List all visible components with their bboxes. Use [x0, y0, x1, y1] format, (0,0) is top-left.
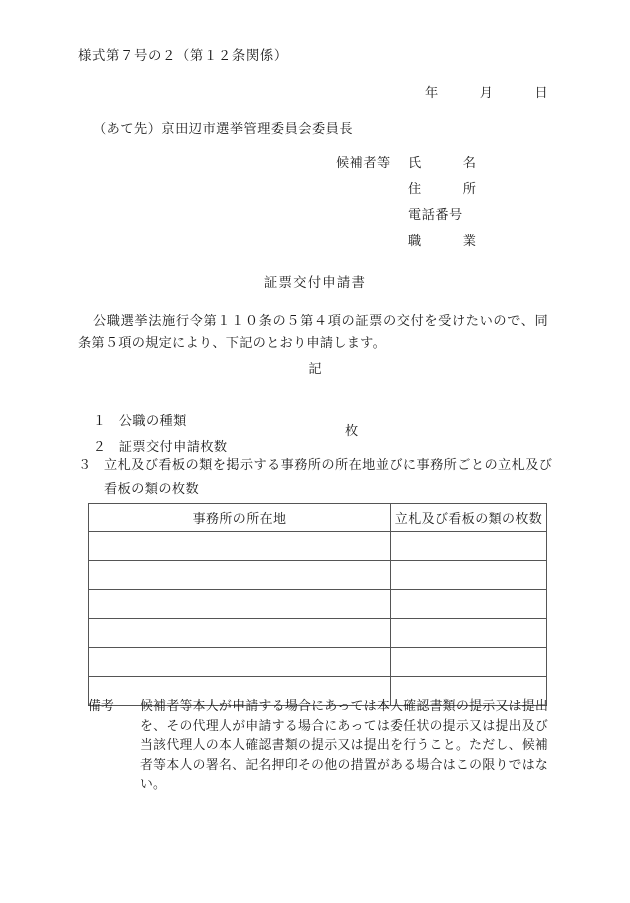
- table-cell-sign-count[interactable]: [391, 590, 547, 619]
- table-row: [89, 648, 547, 677]
- candidate-phone-label: 電話番号: [408, 207, 463, 222]
- remarks-section: [88, 697, 548, 795]
- candidate-prefix-label: 候補者等: [336, 155, 391, 170]
- table-cell-office-location[interactable]: [89, 561, 391, 590]
- item-1-text: 公職の種類: [118, 413, 187, 428]
- candidate-name-row: [336, 152, 476, 178]
- table-cell-sign-count[interactable]: [391, 648, 547, 677]
- table-cell-office-location[interactable]: [89, 590, 391, 619]
- item-3-text-line2: 看板の類の枚数: [104, 481, 200, 496]
- date-line: 年 月 日: [425, 85, 549, 100]
- item-2-unit: 枚: [345, 423, 359, 438]
- candidate-phone-row: [336, 204, 476, 230]
- candidate-name-label: 氏 名: [408, 155, 477, 170]
- item-3-text: 立札及び看板の類を掲示する事務所の所在地並びに事務所ごとの立札及び: [104, 457, 553, 472]
- form-number: 様式第７号の２（第１２条関係）: [78, 48, 288, 63]
- document-title: 証票交付申請書: [263, 275, 367, 290]
- table-cell-office-location[interactable]: [89, 648, 391, 677]
- candidate-address-label: 住 所: [408, 181, 477, 196]
- remarks-text: 候補者等本人が申請する場合にあっては本人確認書類の提示又は提出を、その代理人が申請する場合にあっては委任状の提示又は提出及び当該代理人の本人確認書類の提示又は提出を行うこと。ただし、候補者等本人の署名、記名押印その他の措置がある場合はこの限りではない。: [140, 699, 548, 791]
- item-3: [78, 452, 558, 478]
- table-row: [89, 590, 547, 619]
- table-header-row: [89, 504, 547, 532]
- table-cell-sign-count[interactable]: [391, 532, 547, 561]
- table-cell-sign-count[interactable]: [391, 619, 547, 648]
- table-row: [89, 532, 547, 561]
- table-row: [89, 619, 547, 648]
- item-2-text: 証票交付申請枚数: [118, 439, 228, 454]
- item-2-number: ２: [92, 439, 107, 454]
- table-header-office-location: 事務所の所在地: [89, 504, 391, 532]
- candidate-address-row: [336, 178, 476, 204]
- body-paragraph-text: 公職選挙法施行令第１１０条の５第４項の証票の交付を受けたいので、同条第５項の規定により、下記のとおり申請します。: [78, 313, 548, 350]
- body-paragraph: [78, 310, 548, 354]
- item-1-number: １: [92, 413, 107, 428]
- addressee-line: （あて先）京田辺市選挙管理委員会委員長: [93, 121, 354, 136]
- ki-mark: 記: [308, 361, 322, 376]
- office-table: [88, 503, 547, 706]
- candidate-occupation-label: 職 業: [408, 233, 477, 248]
- table-cell-office-location[interactable]: [89, 619, 391, 648]
- table-row: [89, 561, 547, 590]
- table-header-sign-count: 立札及び看板の類の枚数: [391, 504, 547, 532]
- remarks-label: 備考: [88, 699, 114, 713]
- candidate-occupation-row: [336, 230, 476, 256]
- table-cell-office-location[interactable]: [89, 532, 391, 561]
- candidate-info-block: [336, 152, 476, 256]
- office-table-wrapper: [88, 503, 546, 706]
- table-cell-sign-count[interactable]: [391, 561, 547, 590]
- item-3-number: ３: [78, 457, 92, 472]
